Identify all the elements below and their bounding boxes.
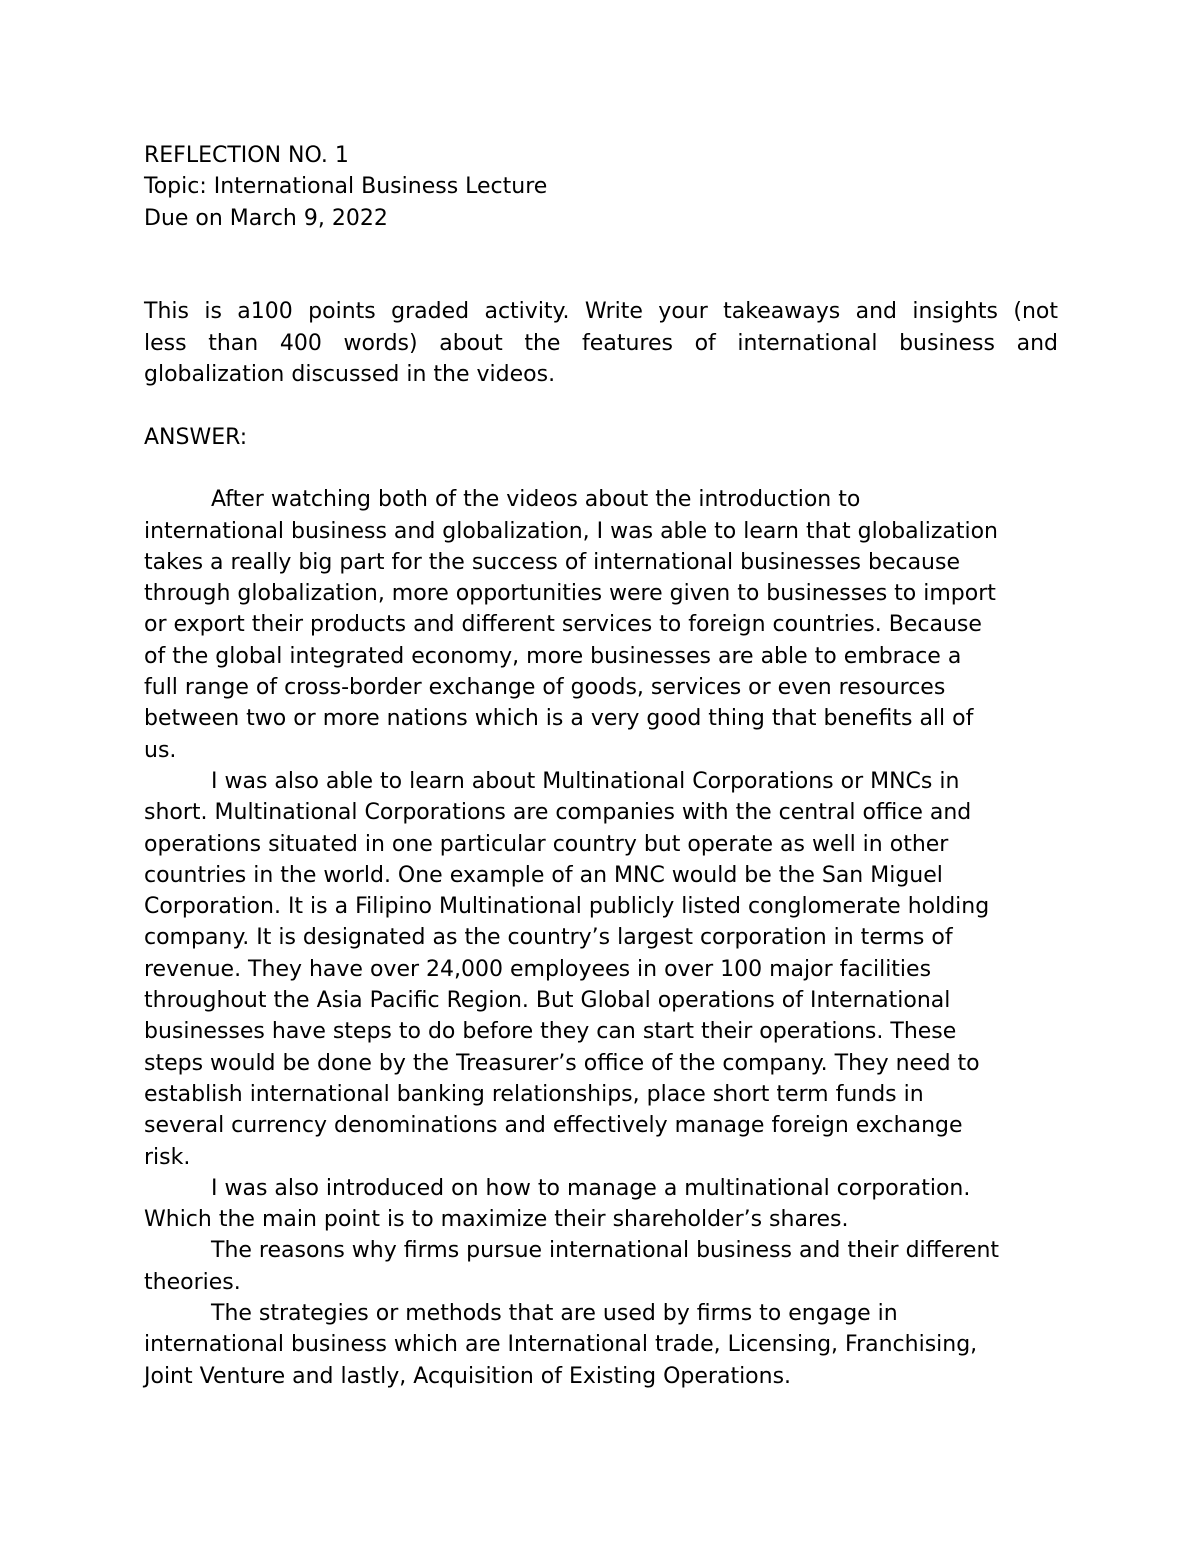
answer-label: ANSWER: <box>144 424 248 450</box>
answer-line: several currency denominations and effectively manage foreign exchange <box>144 1113 963 1139</box>
due-date-line: Due on March 9, 2022 <box>144 205 388 231</box>
answer-line: Which the main point is to maximize their shareholder’s shares. <box>144 1207 849 1233</box>
topic-line: Topic: International Business Lecture <box>144 174 548 200</box>
answer-line: businesses have steps to do before they can start their operations. These <box>144 1019 957 1045</box>
blank-line <box>144 265 1058 296</box>
answer-line: The reasons why firms pursue international business and their different <box>211 1238 1000 1264</box>
blank-line <box>144 453 1058 484</box>
answer-line: company. It is designated as the country’s largest corporation in terms of <box>144 925 953 951</box>
answer-line: theories. <box>144 1269 241 1295</box>
answer-line: countries in the world. One example of an MNC would be the San Miguel <box>144 862 943 888</box>
answer-line: international business which are International trade, Licensing, Franchising, <box>144 1332 978 1358</box>
answer-line: Joint Venture and lastly, Acquisition of Existing Operations. <box>144 1363 792 1389</box>
instructions-line: less than 400 words) about the features of international business and <box>144 330 1058 356</box>
answer-line: takes a really big part for the success of international businesses because <box>144 549 960 575</box>
answer-line: international business and globalization, I was able to learn that globalization <box>144 518 999 544</box>
answer-line: The strategies or methods that are used by firms to engage in <box>211 1300 898 1326</box>
answer-line: through globalization, more opportunities were given to businesses to import <box>144 581 996 607</box>
instructions-line: globalization discussed in the videos. <box>144 362 556 388</box>
answer-line: full range of cross-border exchange of goods, services or even resources <box>144 675 946 701</box>
answer-line: throughout the Asia Pacific Region. But Global operations of International <box>144 988 951 1014</box>
answer-line: short. Multinational Corporations are companies with the central office and <box>144 800 972 826</box>
answer-line: of the global integrated economy, more businesses are able to embrace a <box>144 643 962 669</box>
answer-line: revenue. They have over 24,000 employees in over 100 major facilities <box>144 956 932 982</box>
answer-line: between two or more nations which is a very good thing that benefits all of <box>144 706 974 732</box>
answer-line: I was also able to learn about Multinational Corporations or MNCs in <box>211 768 960 794</box>
answer-line: us. <box>144 737 177 763</box>
answer-line: establish international banking relationships, place short term funds in <box>144 1081 924 1107</box>
instructions-paragraph <box>144 296 1058 390</box>
answer-line: Corporation. It is a Filipino Multinational publicly listed conglomerate holding <box>144 894 990 920</box>
blank-line <box>144 234 1058 265</box>
document-body <box>144 140 1058 1392</box>
blank-line <box>144 390 1058 421</box>
answer-line: I was also introduced on how to manage a multinational corporation. <box>211 1175 971 1201</box>
instructions-line: This is a100 points graded activity. Write your takeaways and insights (not <box>144 299 1058 325</box>
answer-line: or export their products and different services to foreign countries. Because <box>144 612 982 638</box>
answer-line: operations situated in one particular country but operate as well in other <box>144 831 949 857</box>
answer-body <box>144 484 1058 1392</box>
answer-line: steps would be done by the Treasurer’s office of the company. They need to <box>144 1050 980 1076</box>
document-title: REFLECTION NO. 1 <box>144 143 349 168</box>
answer-line: After watching both of the videos about the introduction to <box>211 487 861 513</box>
answer-line: risk. <box>144 1144 191 1170</box>
